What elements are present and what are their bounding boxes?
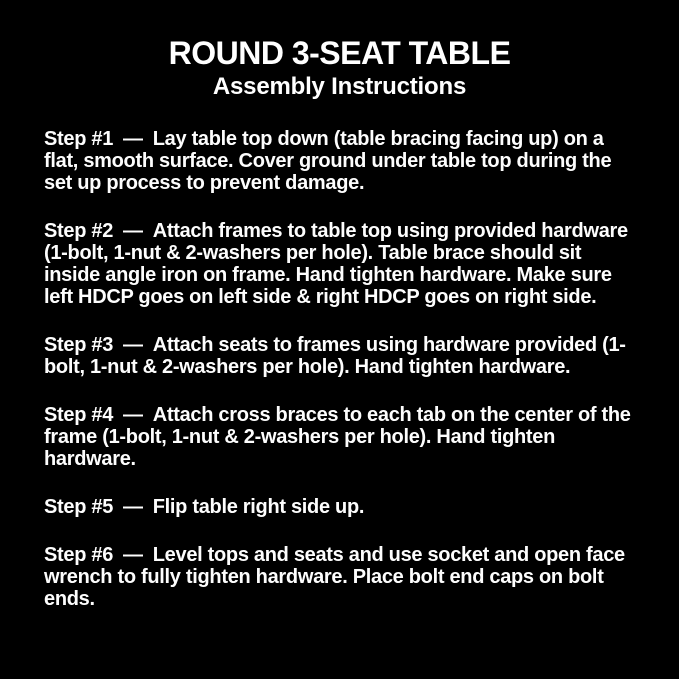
step-paragraph-5 xyxy=(44,496,637,518)
em-dash: — xyxy=(123,543,143,566)
step-text: Level tops and seats and use socket and open face wrench to fully tighten hardware. Place bolt end caps on bolt ends. xyxy=(44,543,625,610)
page-subtitle: Assembly Instructions xyxy=(212,73,467,101)
step-paragraph-3 xyxy=(44,334,637,378)
step-label: Step #6 xyxy=(44,543,114,566)
em-dash: — xyxy=(123,127,143,150)
step-label: Step #4 xyxy=(44,403,114,426)
page-title: ROUND 3-SEAT TABLE xyxy=(168,35,511,71)
step-text: Attach cross braces to each tab on the center of the frame (1-bolt, 1-nut & 2-washers per hole). Hand tighten hardware. xyxy=(44,403,631,470)
step-label: Step #2 xyxy=(44,219,114,242)
step-text: Flip table right side up. xyxy=(152,495,365,518)
step-text: Attach seats to frames using hardware provided (1-bolt, 1-nut & 2-washers per hole). Hand tighten hardware. xyxy=(44,333,626,378)
em-dash: — xyxy=(123,403,143,426)
step-paragraph-4 xyxy=(44,404,637,470)
step-text: Lay table top down (table bracing facing up) on a flat, smooth surface. Cover ground under table top during the set up process to prevent damage. xyxy=(44,127,612,194)
step-paragraph-2 xyxy=(44,220,637,308)
step-label: Step #1 xyxy=(44,127,114,150)
step-paragraph-1 xyxy=(44,128,637,194)
steps-list xyxy=(0,128,679,610)
em-dash: — xyxy=(123,333,143,356)
step-paragraph-6 xyxy=(44,544,637,610)
em-dash: — xyxy=(123,219,143,242)
step-text: Attach frames to table top using provided hardware (1-bolt, 1-nut & 2-washers per hole). Table brace should sit inside angle iron on frame. Hand tighten hardware. Make sure left HDCP goes on left side & right HDCP goes on right side. xyxy=(44,219,628,308)
step-label: Step #5 xyxy=(44,495,114,518)
step-label: Step #3 xyxy=(44,333,114,356)
em-dash: — xyxy=(123,495,143,518)
